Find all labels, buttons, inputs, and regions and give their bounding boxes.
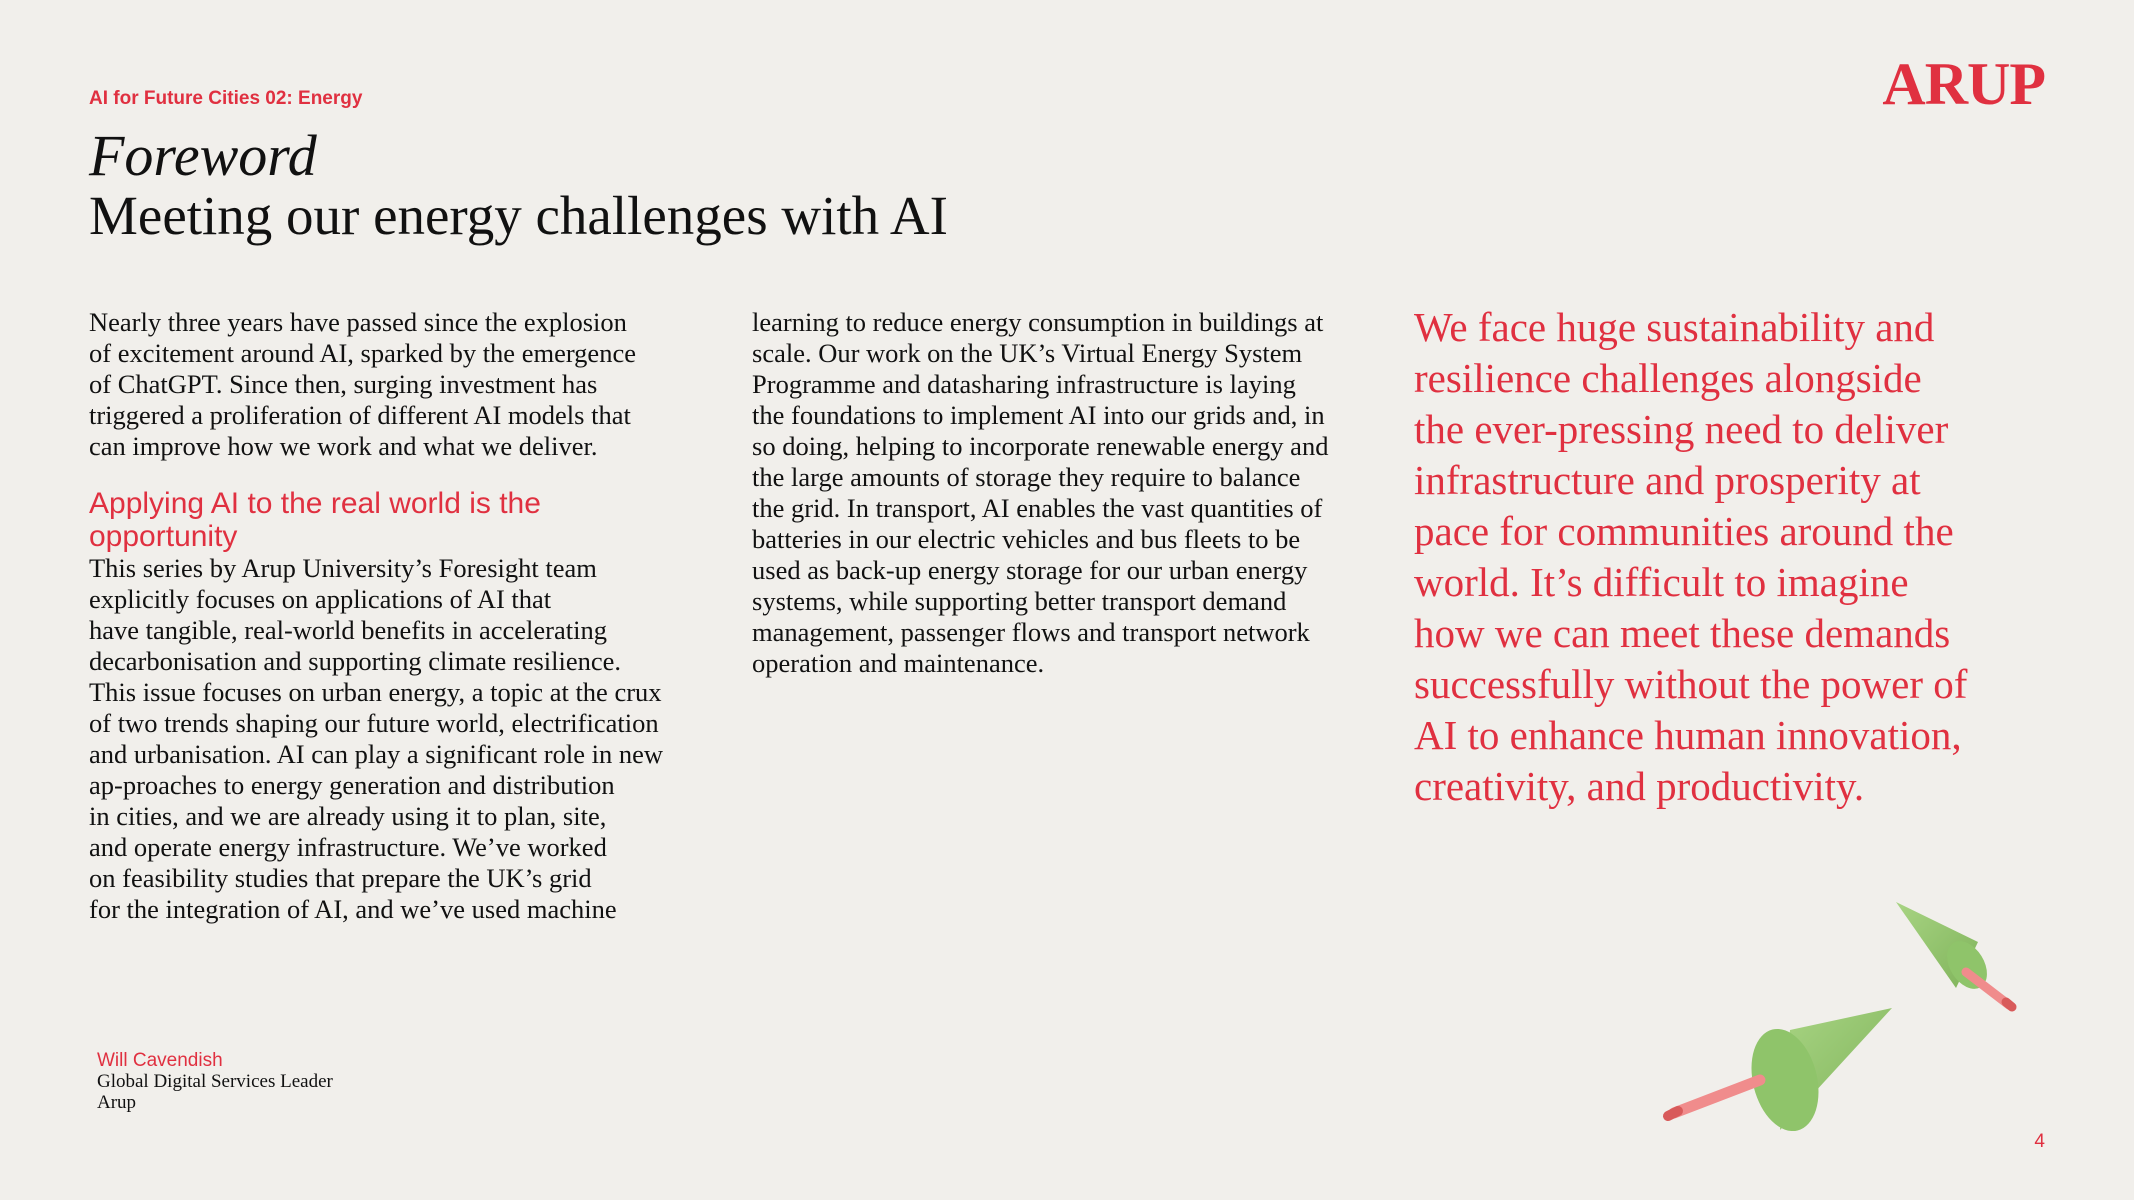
page-number: 4 bbox=[2034, 1131, 2045, 1152]
author-name: Will Cavendish bbox=[97, 1050, 223, 1071]
subheading: Applying AI to the real world is the opportunity bbox=[89, 487, 541, 553]
author-role: Global Digital Services Leader bbox=[97, 1071, 333, 1092]
body-paragraph: This series by Arup University’s Foresight team explicitly focuses on applications of AI that have tangible, real-world benefits in accelerating decarbonisation and supporting climate resilience. This issue focuses on urban energy, a topic at the crux of two trends shaping our future world, electrification and urbanisation. AI can play a significant role in new ap-proaches to energy generation and distribution in cities, and we are already using it to plan, site, and operate energy infrastructure. We’ve worked on feasibility studies that prepare the UK’s grid for the integration of AI, and we’ve used machine bbox=[89, 553, 663, 924]
body-column-left bbox=[89, 307, 729, 925]
pull-quote: We face huge sustainability and resilience challenges alongside the ever-pressing need to deliver infrastructure and prosperity at pace for communities around the world. It’s difficult to imagine how we can meet these demands successfully without the power of AI to enhance human innovation, creativity, and productivity. bbox=[1414, 304, 1968, 809]
arup-logo: ARUP bbox=[1882, 51, 2045, 117]
cone-icon bbox=[1668, 1008, 1892, 1138]
body-paragraph-continued: learning to reduce energy consumption in buildings at scale. Our work on the UK’s Virtual Energy System Programme and datasharing infrastructure is laying the foundations to implement AI into our grids and, in so doing, helping to incorporate renewable energy and the large amounts of storage they require to balance the grid. In transport, AI enables the vast quantities of batteries in our electric vehicles and bus fleets to be used as back-up energy storage for our urban energy systems, while supporting better transport demand management, passenger flows and transport network operation and maintenance. bbox=[752, 307, 1329, 678]
intro-paragraph: Nearly three years have passed since the explosion of excitement around AI, sparked by the emergence of ChatGPT. Since then, surging investment has triggered a proliferation of different AI models that can improve how we work and what we deliver. bbox=[89, 307, 636, 461]
decorative-cones bbox=[1660, 890, 2030, 1140]
page-title: Meeting our energy challenges with AI bbox=[89, 185, 948, 246]
body-column-middle bbox=[752, 307, 1392, 679]
cone-icon bbox=[1896, 902, 2012, 1007]
section-kicker: Foreword bbox=[89, 123, 317, 188]
series-label: AI for Future Cities 02: Energy bbox=[89, 88, 363, 109]
author-organisation: Arup bbox=[97, 1092, 137, 1113]
